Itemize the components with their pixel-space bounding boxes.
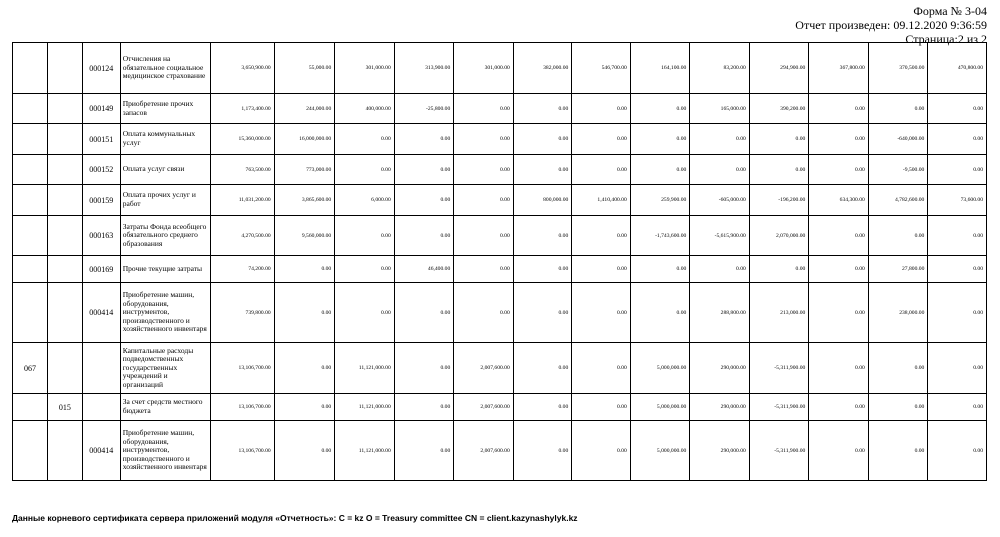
table-row <box>13 185 987 216</box>
code-col-3 <box>82 394 120 421</box>
value-cell: 2,007,600.00 <box>454 394 514 421</box>
value-cell: -1,743,600.00 <box>630 216 690 256</box>
code-col-2 <box>47 43 82 94</box>
code-col-3: 000169 <box>82 256 120 283</box>
code-col-2 <box>47 94 82 124</box>
table-row <box>13 394 987 421</box>
report-table <box>12 42 987 481</box>
table-row <box>13 421 987 481</box>
value-cell: 290,000.00 <box>690 343 750 394</box>
value-cell: 763,500.00 <box>211 155 275 185</box>
value-cell: 0.00 <box>335 256 395 283</box>
value-cell: -25,800.00 <box>394 94 454 124</box>
value-cell: 0.00 <box>928 394 987 421</box>
value-cell: 800,000.00 <box>513 185 572 216</box>
value-cell: 9,560,000.00 <box>274 216 335 256</box>
table-row <box>13 155 987 185</box>
value-cell: 11,121,000.00 <box>335 421 395 481</box>
value-cell: 0.00 <box>572 155 631 185</box>
value-cell: 634,300.00 <box>809 185 869 216</box>
value-cell: 0.00 <box>394 421 454 481</box>
report-generated-date: Отчет произведен: 09.12.2020 9:36:59 <box>795 18 987 32</box>
value-cell: 4,782,600.00 <box>868 185 928 216</box>
table-row <box>13 343 987 394</box>
value-cell: 0.00 <box>513 343 572 394</box>
value-cell: 0.00 <box>335 155 395 185</box>
value-cell: 0.00 <box>868 421 928 481</box>
value-cell: -5,311,900.00 <box>749 343 809 394</box>
value-cell: 0.00 <box>572 421 631 481</box>
code-col-2 <box>47 283 82 343</box>
value-cell: 5,000,000.00 <box>630 421 690 481</box>
value-cell: 6,000.00 <box>335 185 395 216</box>
value-cell: 1,173,400.00 <box>211 94 275 124</box>
value-cell: 0.00 <box>928 94 987 124</box>
value-cell: 213,000.00 <box>749 283 809 343</box>
value-cell: 11,121,000.00 <box>335 394 395 421</box>
value-cell: 0.00 <box>335 216 395 256</box>
value-cell: -5,311,900.00 <box>749 394 809 421</box>
code-col-3: 000151 <box>82 124 120 155</box>
code-col-1: 067 <box>13 343 48 394</box>
item-name: Оплата коммунальных услуг <box>120 124 210 155</box>
code-col-2 <box>47 185 82 216</box>
value-cell: 0.00 <box>572 343 631 394</box>
value-cell: -605,000.00 <box>690 185 750 216</box>
code-col-1 <box>13 94 48 124</box>
value-cell: 0.00 <box>928 256 987 283</box>
value-cell: 0.00 <box>749 256 809 283</box>
value-cell: -640,000.00 <box>868 124 928 155</box>
code-col-1 <box>13 155 48 185</box>
value-cell: 0.00 <box>572 256 631 283</box>
value-cell: 11,121,000.00 <box>335 343 395 394</box>
value-cell: 27,800.00 <box>868 256 928 283</box>
value-cell: 0.00 <box>809 256 869 283</box>
value-cell: 0.00 <box>572 216 631 256</box>
table-row <box>13 216 987 256</box>
value-cell: 0.00 <box>274 283 335 343</box>
value-cell: 0.00 <box>572 94 631 124</box>
value-cell: 0.00 <box>690 155 750 185</box>
code-col-3: 000152 <box>82 155 120 185</box>
value-cell: 0.00 <box>454 283 514 343</box>
item-name: Отчисления на обязательное социальное медицинское страхование <box>120 43 210 94</box>
value-cell: 0.00 <box>454 185 514 216</box>
value-cell: 0.00 <box>394 394 454 421</box>
item-name: За счет средств местного бюджета <box>120 394 210 421</box>
value-cell: 0.00 <box>749 155 809 185</box>
value-cell: 164,100.00 <box>630 43 690 94</box>
value-cell: 0.00 <box>868 394 928 421</box>
page-number: Страница:2 из 2 <box>905 32 987 46</box>
value-cell: 244,000.00 <box>274 94 335 124</box>
value-cell: 2,007,600.00 <box>454 421 514 481</box>
value-cell: 301,000.00 <box>335 43 395 94</box>
value-cell: 400,000.00 <box>335 94 395 124</box>
value-cell: 0.00 <box>809 394 869 421</box>
item-name: Затраты Фонда всеобщего обязательного среднего образования <box>120 216 210 256</box>
value-cell: 259,900.00 <box>630 185 690 216</box>
value-cell: 1,410,400.00 <box>572 185 631 216</box>
value-cell: -5,615,900.00 <box>690 216 750 256</box>
value-cell: 301,000.00 <box>454 43 514 94</box>
value-cell: 0.00 <box>454 94 514 124</box>
table-row <box>13 283 987 343</box>
code-col-3: 000124 <box>82 43 120 94</box>
value-cell: 0.00 <box>690 124 750 155</box>
value-cell: -196,200.00 <box>749 185 809 216</box>
value-cell: 0.00 <box>928 216 987 256</box>
value-cell: 0.00 <box>749 124 809 155</box>
value-cell: 0.00 <box>809 343 869 394</box>
item-name: Прочие текущие затраты <box>120 256 210 283</box>
value-cell: 0.00 <box>513 256 572 283</box>
value-cell: 0.00 <box>513 421 572 481</box>
code-col-2 <box>47 421 82 481</box>
value-cell: 390,200.00 <box>749 94 809 124</box>
code-col-3: 000163 <box>82 216 120 256</box>
value-cell: 546,700.00 <box>572 43 631 94</box>
value-cell: 15,360,000.00 <box>211 124 275 155</box>
value-cell: 0.00 <box>572 283 631 343</box>
value-cell: 313,900.00 <box>394 43 454 94</box>
code-col-3: 000414 <box>82 283 120 343</box>
code-col-3: 000149 <box>82 94 120 124</box>
value-cell: 0.00 <box>513 283 572 343</box>
value-cell: 0.00 <box>513 216 572 256</box>
code-col-1 <box>13 185 48 216</box>
value-cell: 0.00 <box>630 283 690 343</box>
value-cell: 0.00 <box>630 94 690 124</box>
value-cell: 290,000.00 <box>690 421 750 481</box>
code-col-2 <box>47 256 82 283</box>
value-cell: 739,800.00 <box>211 283 275 343</box>
value-cell: 55,000.00 <box>274 43 335 94</box>
value-cell: 0.00 <box>394 124 454 155</box>
value-cell: 370,500.00 <box>868 43 928 94</box>
code-col-2 <box>47 216 82 256</box>
code-col-3 <box>82 343 120 394</box>
value-cell: 2,007,600.00 <box>454 343 514 394</box>
table-row <box>13 94 987 124</box>
value-cell: 46,400.00 <box>394 256 454 283</box>
form-number: Форма № 3-04 <box>913 4 987 18</box>
value-cell: 4,270,500.00 <box>211 216 275 256</box>
value-cell: 0.00 <box>394 343 454 394</box>
value-cell: 0.00 <box>454 124 514 155</box>
value-cell: 165,000.00 <box>690 94 750 124</box>
code-col-2 <box>47 343 82 394</box>
item-name: Приобретение машин, оборудования, инструментов, производственного и хозяйственного инвентаря <box>120 283 210 343</box>
code-col-1 <box>13 256 48 283</box>
code-col-2 <box>47 124 82 155</box>
value-cell: 0.00 <box>274 394 335 421</box>
report-header <box>795 4 987 46</box>
code-col-1 <box>13 216 48 256</box>
table-row <box>13 124 987 155</box>
certificate-footer: Данные корневого сертификата сервера приложений модуля «Отчетность»: C = kz O = Treasury committee CN = client.kazynashylyk.kz <box>12 513 578 523</box>
value-cell: 238,000.00 <box>868 283 928 343</box>
value-cell: 0.00 <box>335 283 395 343</box>
value-cell: 11,031,200.00 <box>211 185 275 216</box>
value-cell: 0.00 <box>690 256 750 283</box>
value-cell: 74,200.00 <box>211 256 275 283</box>
value-cell: 0.00 <box>454 155 514 185</box>
value-cell: 0.00 <box>572 394 631 421</box>
value-cell: 0.00 <box>630 155 690 185</box>
value-cell: 0.00 <box>809 155 869 185</box>
value-cell: 773,000.00 <box>274 155 335 185</box>
value-cell: 0.00 <box>809 216 869 256</box>
value-cell: 0.00 <box>928 283 987 343</box>
value-cell: 0.00 <box>513 394 572 421</box>
item-name: Оплата прочих услуг и работ <box>120 185 210 216</box>
value-cell: 0.00 <box>274 343 335 394</box>
table-row <box>13 256 987 283</box>
value-cell: 0.00 <box>394 155 454 185</box>
value-cell: 0.00 <box>809 94 869 124</box>
value-cell: -5,311,900.00 <box>749 421 809 481</box>
value-cell: 0.00 <box>572 124 631 155</box>
item-name: Приобретение машин, оборудования, инструментов, производственного и хозяйственного инвентаря <box>120 421 210 481</box>
value-cell: 5,000,000.00 <box>630 394 690 421</box>
value-cell: 16,000,000.00 <box>274 124 335 155</box>
value-cell: 0.00 <box>454 216 514 256</box>
code-col-1 <box>13 394 48 421</box>
value-cell: 288,800.00 <box>690 283 750 343</box>
value-cell: 0.00 <box>394 216 454 256</box>
value-cell: 0.00 <box>809 283 869 343</box>
item-name: Капитальные расходы подведомственных государственных учреждений и организаций <box>120 343 210 394</box>
value-cell: 0.00 <box>394 283 454 343</box>
value-cell: 0.00 <box>630 256 690 283</box>
value-cell: 3,650,900.00 <box>211 43 275 94</box>
code-col-3: 000414 <box>82 421 120 481</box>
code-col-3: 000159 <box>82 185 120 216</box>
value-cell: 13,106,700.00 <box>211 343 275 394</box>
value-cell: 0.00 <box>513 124 572 155</box>
value-cell: 13,106,700.00 <box>211 394 275 421</box>
item-name: Приобретение прочих запасов <box>120 94 210 124</box>
code-col-1 <box>13 421 48 481</box>
value-cell: 83,200.00 <box>690 43 750 94</box>
value-cell: 0.00 <box>868 94 928 124</box>
value-cell: 0.00 <box>928 124 987 155</box>
value-cell: 0.00 <box>274 256 335 283</box>
value-cell: 290,000.00 <box>690 394 750 421</box>
value-cell: 470,800.00 <box>928 43 987 94</box>
table-row <box>13 43 987 94</box>
value-cell: -9,500.00 <box>868 155 928 185</box>
value-cell: 5,000,000.00 <box>630 343 690 394</box>
value-cell: 0.00 <box>928 343 987 394</box>
value-cell: 0.00 <box>394 185 454 216</box>
code-col-1 <box>13 124 48 155</box>
value-cell: 3,865,600.00 <box>274 185 335 216</box>
value-cell: 13,106,700.00 <box>211 421 275 481</box>
value-cell: 0.00 <box>809 421 869 481</box>
value-cell: 0.00 <box>868 216 928 256</box>
code-col-2: 015 <box>47 394 82 421</box>
code-col-1 <box>13 43 48 94</box>
value-cell: 0.00 <box>454 256 514 283</box>
value-cell: 0.00 <box>928 421 987 481</box>
value-cell: 0.00 <box>335 124 395 155</box>
code-col-1 <box>13 283 48 343</box>
value-cell: 0.00 <box>928 155 987 185</box>
value-cell: 382,000.00 <box>513 43 572 94</box>
value-cell: 0.00 <box>868 343 928 394</box>
value-cell: 294,900.00 <box>749 43 809 94</box>
value-cell: 73,600.00 <box>928 185 987 216</box>
value-cell: 0.00 <box>630 124 690 155</box>
value-cell: 0.00 <box>513 155 572 185</box>
item-name: Оплата услуг связи <box>120 155 210 185</box>
code-col-2 <box>47 155 82 185</box>
value-cell: 0.00 <box>274 421 335 481</box>
value-cell: 0.00 <box>513 94 572 124</box>
value-cell: 367,800.00 <box>809 43 869 94</box>
value-cell: 2,070,000.00 <box>749 216 809 256</box>
value-cell: 0.00 <box>809 124 869 155</box>
